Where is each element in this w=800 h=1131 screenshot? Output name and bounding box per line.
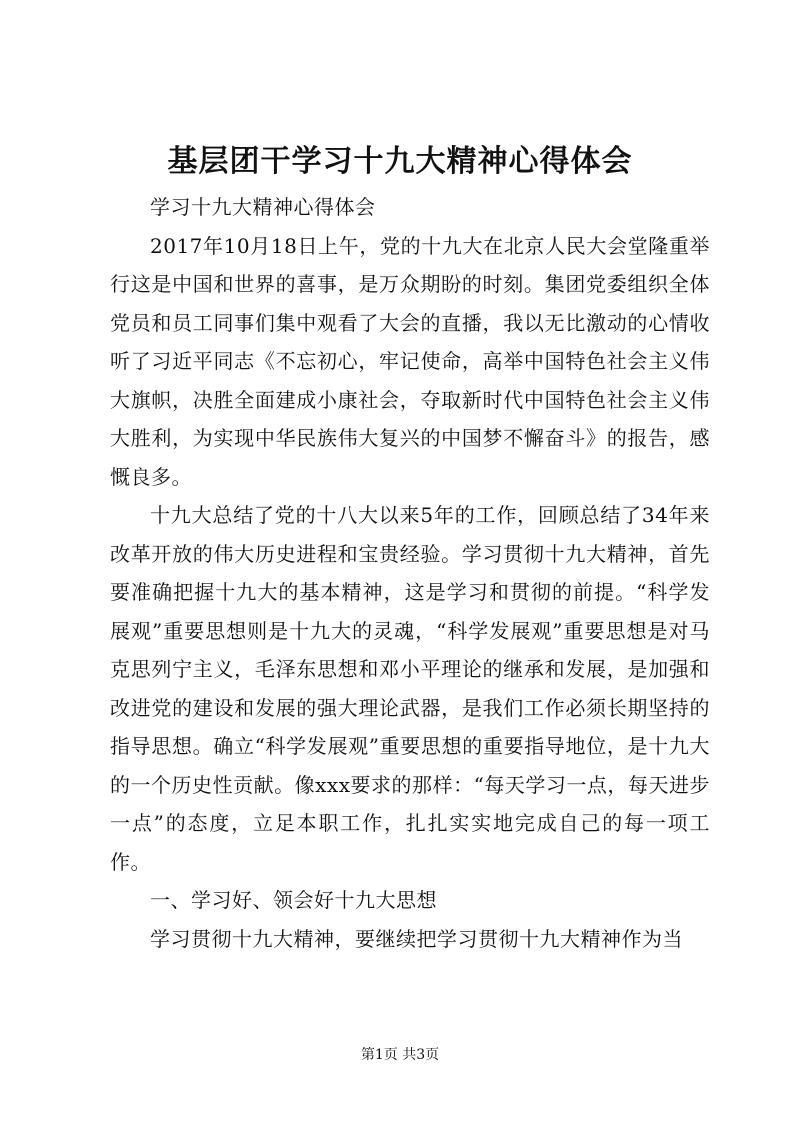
subtitle-paragraph: 学习十九大精神心得体会	[150, 195, 376, 219]
page-footer: 第1页 共3页	[360, 1047, 440, 1063]
section-heading: 一、学习好、领会好十九大思想	[150, 888, 437, 912]
body-paragraph: 十九大总结了党的十八大以来5年的工作，回顾总结了34年来改革开放的伟大历史进程和宝贵经验。学习贯彻十九大精神，首先要准确把握十九大的基本精神，这是学习和贯彻的前提。“科学发展观”重要思想则是十九大的灵魂，“科学发展观”重要思想是对马克思列宁主义，毛泽东思想和邓小平理论的继承和发展，是加强和改进党的建设和发展的强大理论武器，是我们工作必须长期坚持的指导思想。确立“科学发展观”重要思想的重要指导地位，是十九大的一个历史性贡献。像xxx要求的那样：“每天学习一点，每天进步一点”的态度，立足本职工作，扎扎实实地完成自己的每一项工作。	[110, 503, 710, 874]
document-body	[110, 188, 710, 958]
body-paragraph: 学习贯彻十九大精神，要继续把学习贯彻十九大精神作为当	[150, 926, 683, 951]
body-paragraph: 2017年10月18日上午，党的十九大在北京人民大会堂隆重举行这是中国和世界的喜事，是万众期盼的时刻。集团党委组织全体党员和员工同事们集中观看了大会的直播，我以无比激动的心情收听了习近平同志《不忘初心，牢记使命，高举中国特色社会主义伟大旗帜，决胜全面建成小康社会，夺取新时代中国特色社会主义伟大胜利，为实现中华民族伟大复兴的中国梦不懈奋斗》的报告，感慨良多。	[110, 233, 710, 489]
document-title: 基层团干学习十九大精神心得体会	[167, 144, 633, 179]
